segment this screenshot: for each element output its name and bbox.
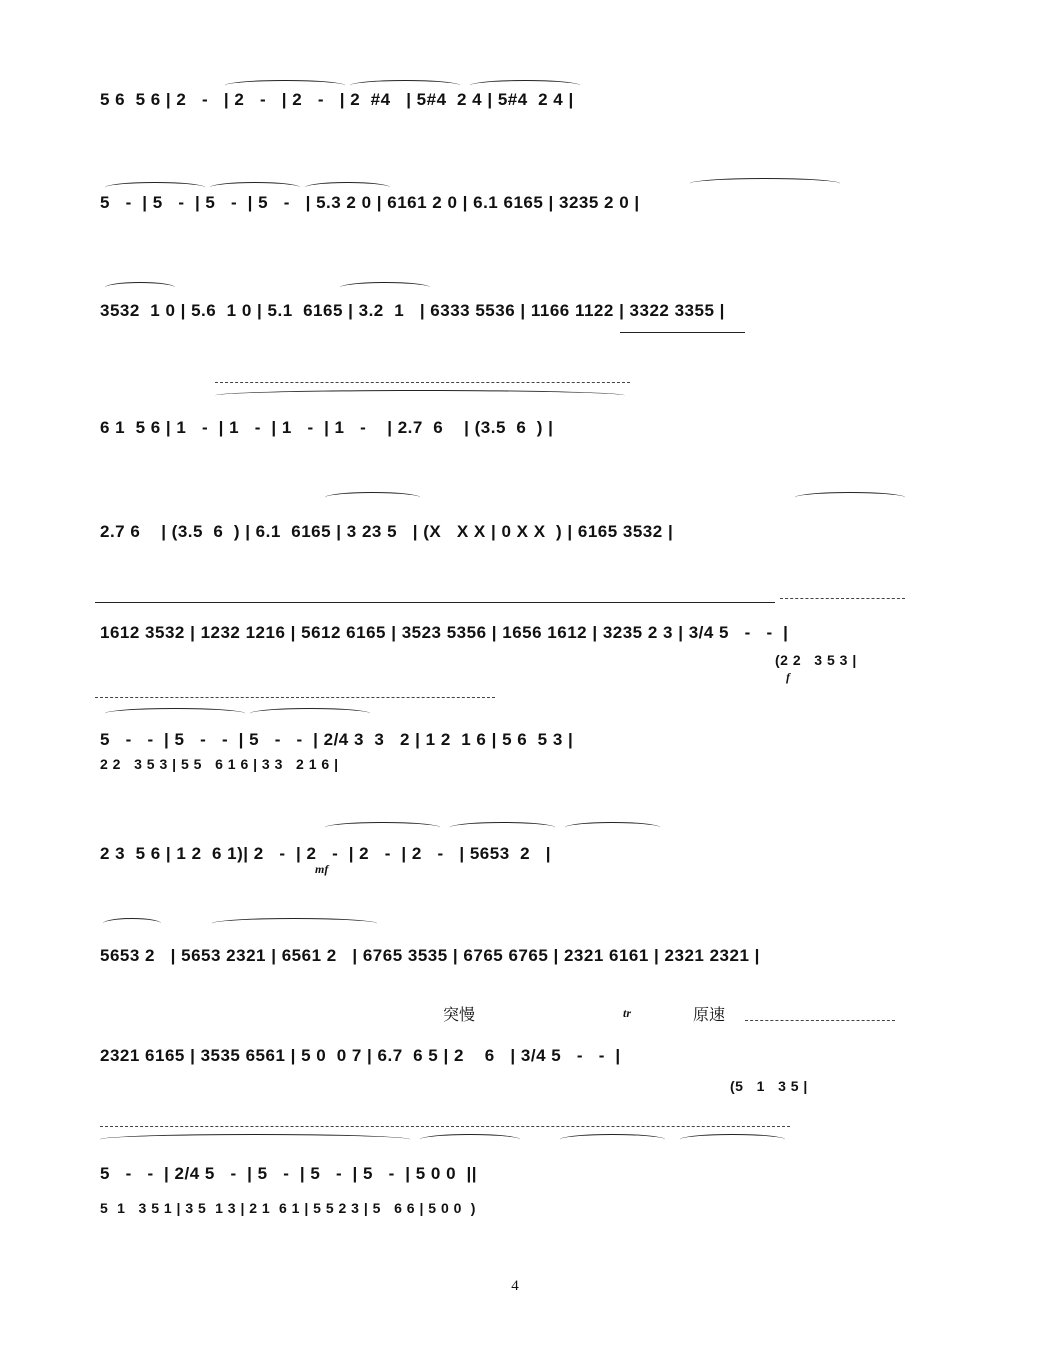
slur <box>350 80 460 91</box>
page-number: 4 <box>511 1278 519 1294</box>
notation-text: 1612 3532 | 1232 1216 | 5612 6165 | 3523 5356 | 1656 1612 | 3235 2 3 | 3/4 5 - - | <box>100 623 789 642</box>
slur <box>105 282 175 293</box>
slur <box>212 918 377 929</box>
slur <box>470 80 580 91</box>
notation-text: 2 3 5 6 | 1 2 6 1)| 2 - | 2 - | 2 - | 2 - | 5653 2 | <box>100 844 551 863</box>
slur <box>225 80 345 91</box>
slur <box>305 182 390 193</box>
notation-text: 5 - - | 2/4 5 - | 5 - | 5 - | 5 - | 5 0 0 || <box>100 1164 478 1183</box>
dashed-trill-line <box>745 1020 895 1021</box>
slur <box>340 282 430 293</box>
slur <box>450 822 555 833</box>
slur <box>325 822 440 833</box>
score-line-7-accompaniment <box>100 750 530 780</box>
notation-text: 6 1 5 6 | 1 - | 1 - | 1 - | 1 - | 2.7 6 | (3.5 6 ) | <box>100 418 554 437</box>
notation-text: 3532 1 0 | 5.6 1 0 | 5.1 6165 | 3.2 1 | 6333 5536 | 1166 1122 | 3322 3355 | <box>100 301 725 320</box>
trill-marking: tr <box>623 1006 632 1020</box>
notation-text: 5 6 5 6 | 2 - | 2 - | 2 - | 2 #4 | 5#4 2 4 | 5#4 2 4 | <box>100 90 574 109</box>
score-line-4 <box>100 400 910 460</box>
score-line-11-accompaniment <box>100 1194 910 1224</box>
slur <box>100 1134 410 1145</box>
slur <box>560 1134 665 1145</box>
notation-text: 5 1 3 5 1 | 3 5 1 3 | 2 1 6 1 | 5 5 2 3 | 5 6 6 | 5 0 0 ) <box>100 1200 476 1216</box>
slur <box>215 390 625 401</box>
slur <box>680 1134 785 1145</box>
dashed-trill-line <box>215 382 630 383</box>
slur <box>565 822 660 833</box>
notation-text: 2321 6165 | 3535 6561 | 5 0 0 7 | 6.7 6 5 | 2 6 | 3/4 5 - - | <box>100 1046 621 1065</box>
dynamic-f: f <box>786 670 790 684</box>
tempo-marking-original: 原速 <box>693 1007 726 1024</box>
dashed-trill-line <box>100 1126 790 1127</box>
score-line-10-accompaniment <box>730 1072 900 1102</box>
dynamic-mf: mf <box>315 862 329 876</box>
beam-line <box>620 332 745 333</box>
score-line-5 <box>100 504 910 564</box>
notation-text: 5 - - | 5 - - | 5 - - | 2/4 3 3 2 | 1 2 1 6 | 5 6 5 3 | <box>100 730 574 749</box>
tempo-marking-sudden-slow: 突慢 <box>443 1007 476 1024</box>
notation-text: 5 - | 5 - | 5 - | 5 - | 5.3 2 0 | 6161 2 0 | 6.1 6165 | 3235 2 0 | <box>100 193 640 212</box>
score-line-3 <box>100 283 910 343</box>
slur <box>210 182 300 193</box>
dashed-trill-line <box>95 697 495 698</box>
slur <box>105 708 245 719</box>
slur <box>690 178 840 189</box>
notation-text: (5 1 3 5 | <box>730 1078 808 1094</box>
notation-text: (2 2 3 5 3 | <box>775 652 857 668</box>
score-line-8 <box>100 826 910 886</box>
slur <box>420 1134 520 1145</box>
slur <box>250 708 370 719</box>
notation-text: 5653 2 | 5653 2321 | 6561 2 | 6765 3535 | 6765 6765 | 2321 6161 | 2321 2321 | <box>100 946 760 965</box>
score-line-6-accompaniment <box>775 646 910 676</box>
score-line-9 <box>100 928 910 988</box>
dashed-trill-line <box>780 598 905 599</box>
slur <box>103 918 161 929</box>
notation-text: 2 2 3 5 3 | 5 5 6 1 6 | 3 3 2 1 6 | <box>100 756 339 772</box>
slur <box>795 492 905 503</box>
notation-text: 2.7 6 | (3.5 6 ) | 6.1 6165 | 3 23 5 | (X X X | 0 X X ) | 6165 3532 | <box>100 522 674 541</box>
slur <box>105 182 205 193</box>
slur <box>325 492 420 503</box>
tie-line <box>95 602 775 603</box>
